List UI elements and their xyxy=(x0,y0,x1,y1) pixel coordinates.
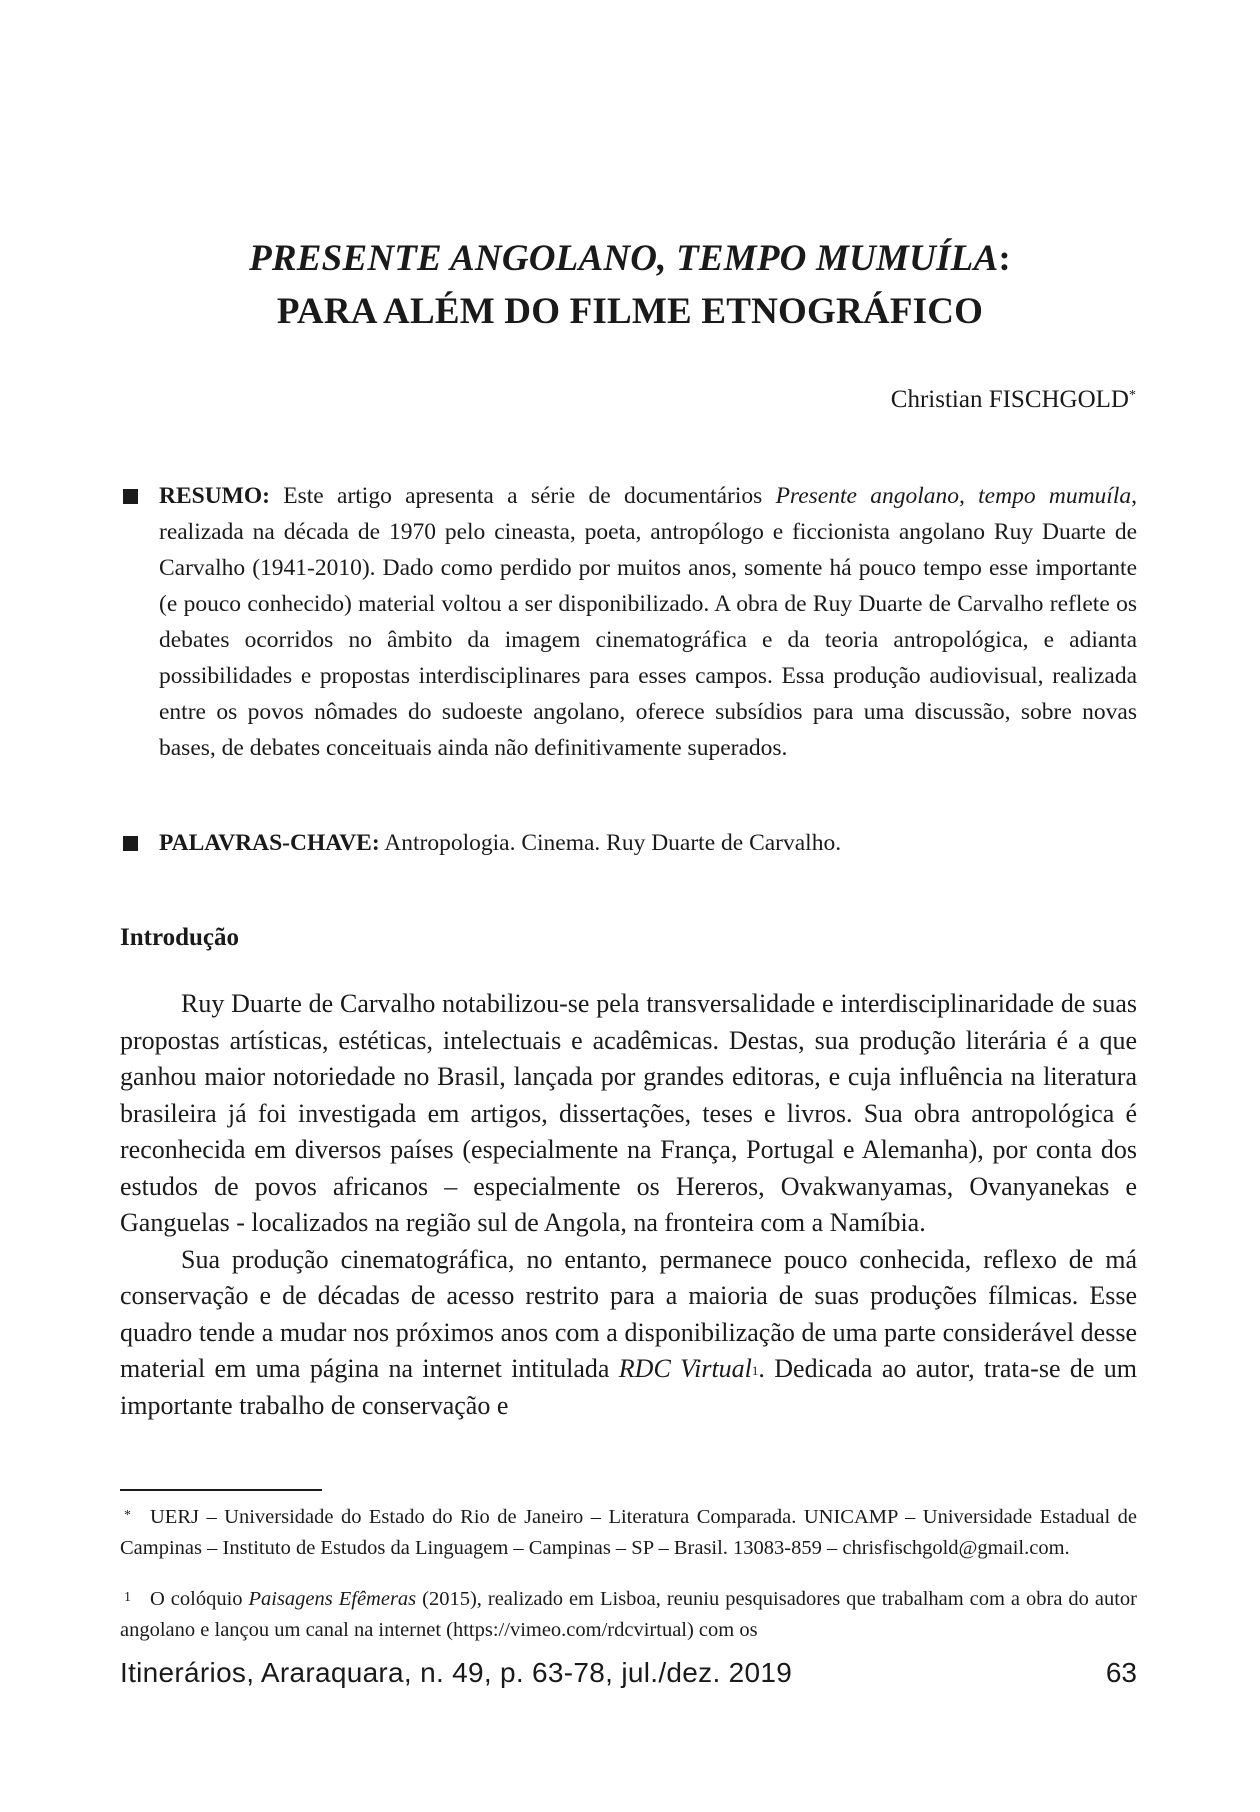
abstract-text xyxy=(159,478,1137,766)
footnote-author-mark: * xyxy=(124,1508,131,1523)
abstract-label: RESUMO: xyxy=(159,483,270,509)
footnote-divider xyxy=(120,1489,322,1491)
keywords-bullet-icon xyxy=(123,836,138,851)
abstract-series-title: Presente angolano, tempo mumuíla xyxy=(775,483,1132,509)
footnote-1-text: O colóquio xyxy=(150,1588,249,1610)
journal-citation: Itinerários, Araraquara, n. 49, p. 63-78, jul./dez. 2019 xyxy=(120,1657,793,1688)
article-title-line2: PARA ALÉM DO FILME ETNOGRÁFICO xyxy=(276,291,984,332)
abstract-bullet-icon xyxy=(123,489,138,504)
section-heading-introduction: Introdução xyxy=(120,924,240,951)
footnote-1-mark: 1 xyxy=(124,1590,131,1605)
footnote-1 xyxy=(120,1584,1137,1646)
body-paragraph-2-tail: . Dedicada ao autor, trata-se de um importante trabalho de conservação e xyxy=(120,1354,1137,1420)
keywords-values: Antropologia. Cinema. Ruy Duarte de Carvalho. xyxy=(379,830,842,856)
body-paragraph-2-text: Sua produção cinematográfica, no entanto, permanece pouco conhecida, reflexo de má conservação e de décadas de acesso restrito para a maioria de suas produções fílmicas. Esse quadro tende a mudar nos próximos anos com a disponibilização de uma parte considerável desse material em uma página na internet intitulada xyxy=(120,1244,1137,1383)
footnote-1-italic: Paisagens Efêmeras xyxy=(248,1588,417,1610)
author-name-text: Christian FISCHGOLD xyxy=(890,386,1129,413)
article-title-line1 xyxy=(120,234,1140,284)
keywords-text xyxy=(159,825,1137,861)
body-paragraph-2-italic: RDC Virtual xyxy=(618,1354,752,1383)
footnote-author-text: UERJ – Universidade do Estado do Rio de Janeiro – Literatura Comparada. UNICAMP – Universidade Estadual de Campinas – Instituto de Estudos da Linguagem – Campinas – SP – Brasil. 13083-859 – chrisfischgold@gmail.com. xyxy=(120,1506,1137,1559)
article-title-italic: PRESENTE ANGOLANO, TEMPO MUMUÍLA xyxy=(249,238,999,279)
keywords-label: PALAVRAS-CHAVE: xyxy=(159,830,380,856)
footnote-author xyxy=(120,1502,1137,1564)
author-name xyxy=(891,384,1136,416)
footnote-1-tail: (2015), realizado em Lisboa, reuniu pesquisadores que trabalham com a obra do autor angolano e lançou um canal na internet (https://vimeo.com/rdcvirtual) com os xyxy=(120,1588,1137,1641)
abstract-text-part1: Este artigo apresenta a série de documentários xyxy=(269,483,776,509)
body-paragraph-2 xyxy=(120,1242,1137,1425)
footnote-reference-1: 1 xyxy=(751,1363,759,1378)
body-paragraph-1: Ruy Duarte de Carvalho notabilizou-se pela transversalidade e interdisciplinaridade de suas propostas artísticas, estéticas, intelectuais e acadêmicas. Destas, sua produção literária é a que ganhou maior notoriedade no Brasil, lançada por grandes editoras, e cuja influência na literatura brasileira já foi investigada em artigos, dissertações, teses e livros. Sua obra antropológica é reconhecida em diversos países (especialmente na França, Portugal e Alemanha), por conta dos estudos de povos africanos – especialmente os Hereros, Ovakwanyamas, Ovanyanekas e Ganguelas - localizados na região sul de Angola, na fronteira com a Namíbia. xyxy=(120,989,1137,1237)
abstract-text-part2: , realizada na década de 1970 pelo cineasta, poeta, antropólogo e ficcionista angolano Ruy Duarte de Carvalho (1941-2010). Dado como perdido por muitos anos, somente há pouco tempo esse importante (e pouco conhecido) material voltou a ser disponibilizado. A obra de Ruy Duarte de Carvalho reflete os debates ocorridos no âmbito da imagem cinematográfica e da teoria antropológica, e adianta possibilidades e propostas interdisciplinares para esses campos. Essa produção audiovisual, realizada entre os povos nômades do sudoeste angolano, oferece subsídios para uma discussão, sobre novas bases, de debates conceituais ainda não definitivamente superados. xyxy=(159,483,1137,761)
author-footnote-mark: * xyxy=(1129,388,1136,403)
page-number: 63 xyxy=(1105,1657,1137,1688)
article-title-colon: : xyxy=(998,238,1011,279)
body-text xyxy=(120,986,1137,1424)
